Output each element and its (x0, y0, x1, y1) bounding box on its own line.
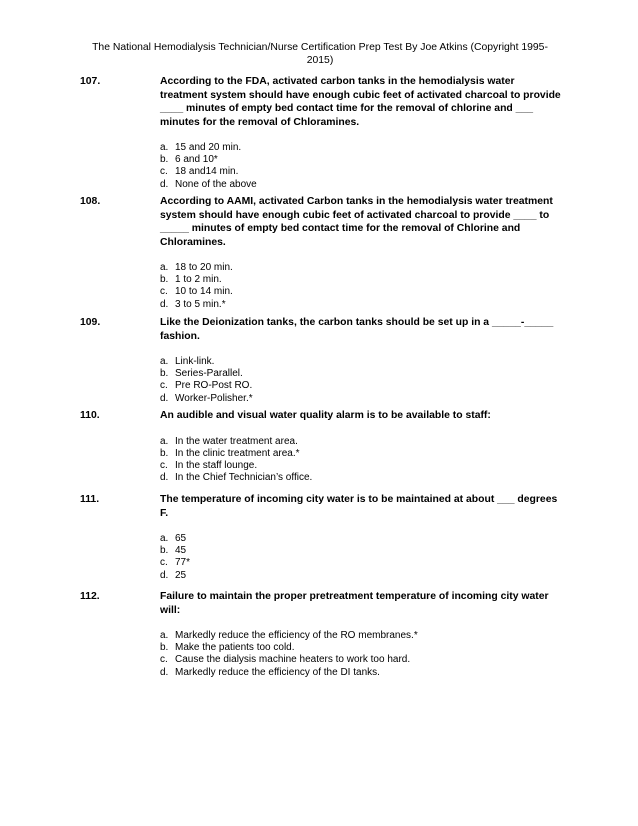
question-number: 111. (80, 494, 100, 505)
option-text: 65 (175, 533, 187, 544)
option-letter: c. (160, 557, 168, 569)
answer-option-c (160, 166, 570, 178)
header-line-1: The National Hemodialysis Technician/Nurse Certification Prep Test By Joe Atkins (Copyright 1995- (92, 42, 548, 53)
answer-option-c (160, 654, 570, 666)
option-letter: b. (160, 368, 169, 380)
question-line: Like the Deionization tanks, the carbon tanks should be set up in a _____-_____ (160, 317, 554, 328)
question-number: 109. (80, 317, 101, 328)
page-header (80, 41, 560, 67)
question-number: 108. (80, 196, 101, 207)
answer-option-a (160, 356, 570, 368)
answer-option-d (160, 472, 570, 484)
option-letter: b. (160, 154, 169, 166)
answer-option-c (160, 557, 570, 569)
answer-option-c (160, 460, 570, 472)
question-line: _____ minutes of empty bed contact time for the removal of Chlorine and (160, 223, 521, 234)
option-text: In the water treatment area. (175, 435, 298, 447)
option-text: Make the patients too cold. (175, 642, 295, 654)
answer-option-b (160, 154, 570, 166)
question-line: F. (160, 507, 169, 519)
option-text: Series-Parallel. (175, 368, 243, 380)
option-letter: c. (160, 459, 168, 471)
question-body (160, 409, 570, 484)
answer-option-b (160, 642, 570, 654)
answer-option-b (160, 274, 570, 286)
option-text: Worker-Polisher.* (175, 392, 253, 404)
header-line-2: 2015) (306, 55, 334, 66)
option-text: 18 to 20 min. (175, 262, 233, 273)
question-body (160, 493, 570, 582)
question-line: Failure to maintain the proper pretreatment temperature of incoming city water (160, 591, 549, 602)
question-text (160, 75, 570, 129)
question-line: minutes for the removal of Chloramines. (160, 116, 360, 128)
option-text: In the staff lounge. (175, 459, 258, 471)
answer-option-a (160, 533, 570, 545)
question-line: will: (160, 604, 181, 616)
answer-option-b (160, 448, 570, 460)
option-letter: c. (160, 654, 168, 666)
question-text (160, 409, 570, 423)
option-text: 45 (175, 545, 187, 557)
option-text: 6 and 10* (175, 154, 218, 166)
option-letter: b. (160, 545, 169, 557)
option-letter: c. (160, 166, 168, 178)
option-letter: b. (160, 274, 169, 286)
option-letter: a. (160, 262, 169, 273)
answer-option-d (160, 667, 570, 679)
answer-option-d (160, 570, 570, 582)
option-text: 25 (175, 569, 187, 581)
answer-option-c (160, 286, 570, 298)
question-line: system should have enough cubic feet of activated charcoal to provide ____ to (160, 209, 550, 221)
question-line: The temperature of incoming city water is to be maintained at about ___ degrees (160, 494, 558, 505)
option-text: Pre RO-Post RO. (175, 380, 253, 392)
answer-options (160, 142, 570, 191)
option-letter: d. (160, 298, 169, 310)
question-body (160, 195, 570, 311)
option-letter: d. (160, 392, 169, 404)
option-letter: d. (160, 666, 169, 678)
answer-options (160, 436, 570, 485)
option-text: In the clinic treatment area.* (175, 447, 300, 459)
question-text (160, 493, 570, 520)
option-letter: a. (160, 435, 169, 447)
option-text: 1 to 2 min. (175, 274, 222, 286)
option-letter: a. (160, 356, 169, 367)
option-text: 15 and 20 min. (175, 142, 242, 153)
question-line: fashion. (160, 330, 200, 342)
option-text: Cause the dialysis machine heaters to work too hard. (175, 654, 411, 666)
answer-option-a (160, 630, 570, 642)
question-line: Chloramines. (160, 236, 226, 248)
question-line: ____ minutes of empty bed contact time for the removal of chlorine and ___ (160, 103, 534, 114)
option-text: Markedly reduce the efficiency of the DI tanks. (175, 666, 380, 678)
answer-option-c (160, 380, 570, 392)
option-letter: a. (160, 630, 169, 641)
question-number: 110. (80, 410, 100, 421)
option-text: Link-link. (175, 356, 215, 367)
question-line: treatment system should have enough cubic feet of activated charcoal to provide (160, 89, 561, 101)
option-text: 18 and14 min. (175, 166, 239, 178)
option-text: 10 to 14 min. (175, 286, 233, 298)
answer-option-b (160, 545, 570, 557)
option-text: Markedly reduce the efficiency of the RO membranes.* (175, 630, 418, 641)
answer-option-d (160, 179, 570, 191)
answer-option-b (160, 368, 570, 380)
answer-option-a (160, 262, 570, 274)
option-letter: d. (160, 569, 169, 581)
question-line: According to AAMI, activated Carbon tanks in the hemodialysis water treatment (160, 196, 553, 207)
option-text: In the Chief Technician’s office. (175, 472, 313, 484)
answer-options (160, 533, 570, 582)
option-letter: b. (160, 447, 169, 459)
question-body (160, 590, 570, 679)
question-body (160, 316, 570, 405)
question-text (160, 590, 570, 617)
answer-option-d (160, 299, 570, 311)
answer-options (160, 356, 570, 405)
option-text: 3 to 5 min.* (175, 298, 226, 310)
answer-option-a (160, 142, 570, 154)
question-number: 107. (80, 76, 101, 87)
option-text: 77* (175, 557, 191, 569)
question-line: According to the FDA, activated carbon tanks in the hemodialysis water (160, 76, 515, 87)
answer-option-d (160, 393, 570, 405)
question-text (160, 316, 570, 343)
option-letter: d. (160, 472, 169, 484)
option-letter: d. (160, 178, 169, 190)
option-letter: a. (160, 533, 169, 544)
answer-options (160, 630, 570, 679)
question-line: An audible and visual water quality alarm is to be available to staff: (160, 410, 491, 421)
answer-options (160, 262, 570, 311)
option-letter: c. (160, 380, 168, 392)
question-body (160, 75, 570, 191)
question-number: 112. (80, 591, 100, 602)
option-letter: b. (160, 642, 169, 654)
option-letter: a. (160, 142, 169, 153)
question-text (160, 195, 570, 249)
option-letter: c. (160, 286, 168, 298)
option-text: None of the above (175, 178, 257, 190)
answer-option-a (160, 436, 570, 448)
